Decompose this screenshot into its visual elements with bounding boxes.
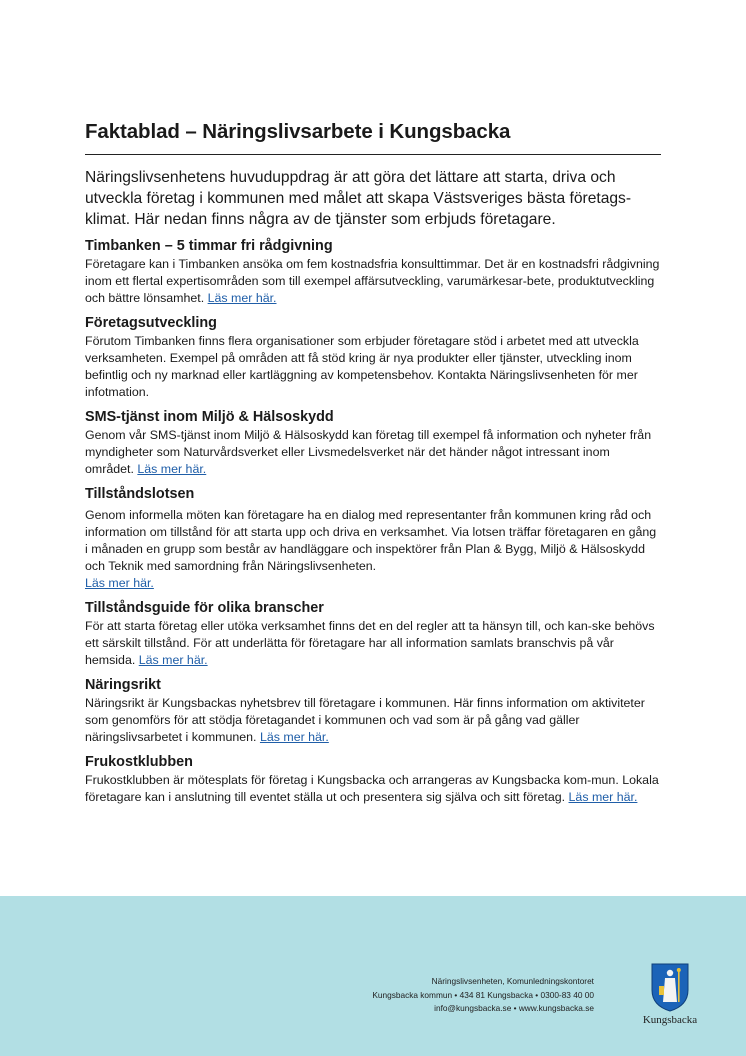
intro-paragraph: Näringslivsenhetens huvuduppdrag är att göra det lättare att starta, driva och utveckla företag i kommunen med målet att skapa Västsveriges bästa företags-klimat. Här nedan finns några av de tjänster som erbjuds företagare. (85, 169, 632, 228)
kungsbacka-logo (640, 962, 700, 1026)
footer-band (0, 896, 746, 1056)
section-frukostklubben (85, 754, 661, 806)
section-heading: SMS-tjänst inom Miljö & Hälsoskydd (85, 409, 334, 425)
section-foretagsutveckling (85, 315, 661, 401)
section-text: Genom informella möten kan företagare ha en dialog med representanter från kommunen kring råd och information om tillstånd för att starta upp och driva en verksamhet. Via lotsen träffar företagaren en gång i månaden en grupp som består av handläggare och inspektörer från Plan & Bygg, Miljö & Hälsoskydd och Teknik med samordning från Näringslivsenheten. Läs mer här. (85, 508, 657, 590)
coat-of-arms-icon (650, 962, 690, 1012)
section-heading: Tillståndslotsen (85, 486, 195, 502)
section-text: Genom vår SMS-tjänst inom Miljö & Hälsoskydd kan företag till exempel få information och nyheter från myndigheter som Naturvårdsverket eller Livsmedelsverket när det händer något intressant inom området. Läs mer här. (85, 428, 652, 476)
footer-address: Kungsbacka kommun • 434 81 Kungsbacka • 0300-83 40 00 (372, 989, 594, 1000)
read-more-link-tillstandslotsen[interactable]: Läs mer här. (85, 576, 154, 590)
contact-info (372, 975, 594, 1016)
section-timbanken (85, 238, 661, 307)
section-heading: Timbanken – 5 timmar fri rådgivning (85, 238, 333, 254)
read-more-link-sms[interactable]: Läs mer här. (137, 462, 207, 476)
section-sms-tjanst (85, 409, 661, 478)
section-heading: Näringsrikt (85, 677, 161, 693)
section-tillstandslotsen (85, 486, 661, 592)
footer-department: Näringslivsenheten, Komunledningskontoret (431, 976, 594, 986)
section-text: För att starta företag eller utöka verksamhet finns det en del regler att ta hänsyn till, och kan-ske behövs ett särskilt tillstånd. För att underlätta för företagare har all information samlats branschvis på vår hemsida. Läs mer här. (85, 619, 655, 667)
logo-wordmark: Kungsbacka (642, 1014, 698, 1026)
footer-web: info@kungsbacka.se • www.kungsbacka.se (434, 1003, 594, 1013)
read-more-link-timbanken[interactable]: Läs mer här. (207, 291, 277, 305)
read-more-link-frukostklubben[interactable]: Läs mer här. (568, 790, 638, 804)
section-heading: Tillståndsguide för olika branscher (85, 600, 324, 616)
section-heading: Frukostklubben (85, 754, 193, 770)
section-text: Förutom Timbanken finns flera organisationer som erbjuder företagare stöd i arbetet med att utveckla verksamheten. Exempel på områden att få stöd kring är nya produkter eller tjänster, utveckling inom befintlig och ny marknad eller kartläggning av kompetensbehov. Kontakta Näringslivsenheten för mer infotmation. (85, 334, 639, 399)
document-body (85, 120, 661, 806)
section-naringsrikt (85, 677, 661, 746)
read-more-link-tillstandsguide[interactable]: Läs mer här. (138, 653, 208, 667)
section-heading: Företagsutveckling (85, 315, 217, 331)
section-text: Näringsrikt är Kungsbackas nyhetsbrev till företagare i kommunen. Här finns information om aktiviteter som genomförs för att stödja företagandet i kommunen och vad som är på gång vad gäller näringslivsarbetet i kommunen. Läs mer här. (85, 696, 645, 744)
section-text: Företagare kan i Timbanken ansöka om fem kostnadsfria konsulttimmar. Det är en kostnadsfri rådgivning inom ett flertal expertisområden som till exempel affärsutveckling, varumärkesar-bete, produktutveckling och bättre lönsamhet. Läs mer här. (85, 257, 660, 305)
section-text: Frukostklubben är mötesplats för företag i Kungsbacka och arrangeras av Kungsbacka kom-mun. Lokala företagare kan i anslutning till eventet ställa ut och presentera sig själva och sitt företag. Läs mer här. (85, 773, 659, 804)
page-title: Faktablad – Näringslivsarbete i Kungsbacka (85, 120, 661, 155)
section-tillstandsguide (85, 600, 661, 669)
read-more-link-naringsrikt[interactable]: Läs mer här. (259, 730, 329, 744)
